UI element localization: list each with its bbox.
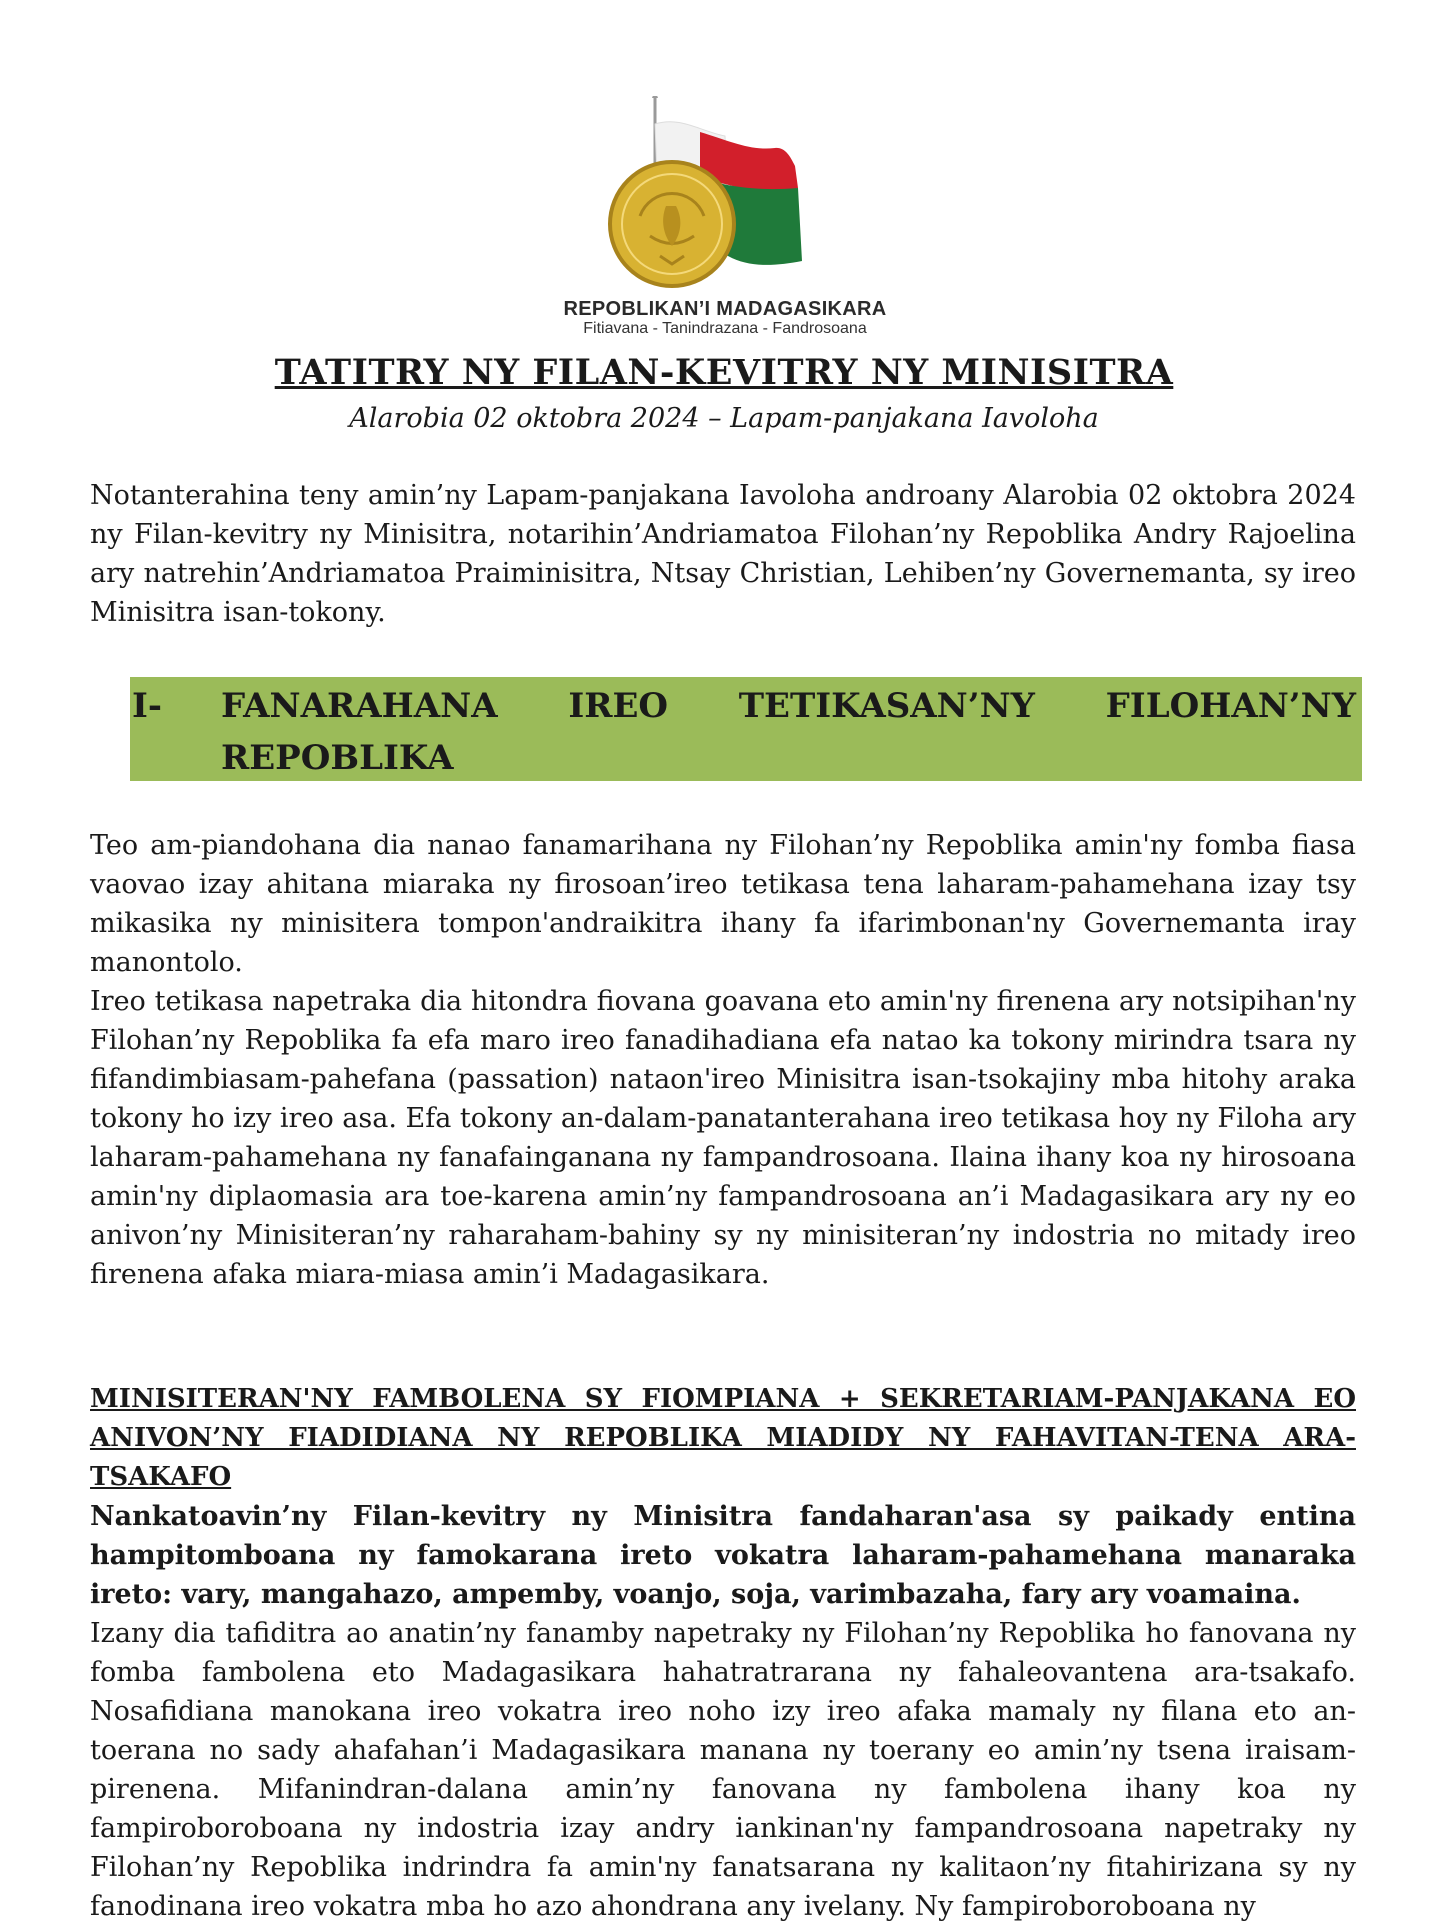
intro-paragraph: Notanterahina teny amin’ny Lapam-panjakana Iavoloha androany Alarobia 02 oktobra 2024 ny Filan-kevitry ny Minisitra, notarihin’Andriamatoa Filohan’ny Repoblika Andry Rajoelina ary natrehin’Andriamatoa Praiminisitra, Ntsay Christian, Lehiben’ny Governemanta, sy ireo Minisitra isan-tokony.: [90, 480, 1356, 628]
ministry-decision: Nankatoavin’ny Filan-kevitry ny Minisitra fandaharan'asa sy paikady entina hampitomboana ny famokarana ireto vokatra laharam-pahamehana manaraka ireto: vary, mangahazo, ampemby, voanjo, soja, varimbazaha, fary ary voamaina.: [90, 1501, 1356, 1610]
ministry-paragraph: Izany dia tafiditra ao anatin’ny fanamby napetraky ny Filohan’ny Repoblika ho fanovana ny fomba fambolena eto Madagasikara hahatratrarana ny fahaleovantena ara-tsakafo. Nosafidiana manokana ireo vokatra ireo noho izy ireo afaka mamaly ny filana eto an-toerana no sady ahafahan’i Madagasikara manana ny toerany eo amin’ny tsena iraisam-pirenena. Mifanindran-dalana amin’ny fanovana ny fambolena ihany koa ny fampiroboroboana ny indostria izay andry iankinan'ny fampandrosoana napetraky ny Filohan’ny Repoblika indrindra fa amin'ny fanatsarana ny kalitaon’ny fitahirizana sy ny fanodinana ireo vokatra mba ho azo ahondrana any ivelany. Ny fampiroboroboana ny: [90, 1618, 1356, 1922]
republic-motto: Fitiavana - Tanindrazana - Fandrosoana: [583, 320, 867, 337]
republic-name: REPOBLIKAN’I MADAGASIKARA: [563, 298, 887, 320]
madagascar-seal-with-flag-icon: [600, 96, 840, 311]
section-paragraph-2: Ireo tetikasa napetraka dia hitondra fiovana goavana eto amin'ny firenena ary notsipihan'ny Filohan’ny Repoblika fa efa maro ireo fanadihadiana efa natao ka tokony mirindra tsara ny fifandimbiasam-pahefana (passation) nataon'ireo Minisitra isan-tsokajiny mba hitohy araka tokony ho izy ireo asa. Efa tokony an-dalam-panatanterahana ireo tetikasa hoy ny Filoha ary laharam-pahamehana ny fanafainganana ny fampandrosoana. Ilaina ihany koa ny hirosoana amin'ny diplaomasia ara toe-karena amin’ny fampandrosoana an’i Madagasikara ary ny eo anivon’ny Minisiteran’ny raharaham-bahiny sy ny minisiteran’ny indostria no mitady ireo firenena afaka miara-miasa amin’i Madagasikara.: [90, 986, 1356, 1290]
ministry-heading: MINISITERAN'NY FAMBOLENA SY FIOMPIANA + SEKRETARIAM-PANJAKANA EO ANIVON’NY FIADIDIANA NY REPOBLIKA MIADIDY NY FAHAVITAN-TENA ARA-TSAKAFO: [90, 1384, 1356, 1492]
section-number: I-: [132, 686, 163, 726]
page-title: TATITRY NY FILAN-KEVITRY NY MINISITRA: [274, 352, 1174, 393]
page-subtitle: Alarobia 02 oktobra 2024 – Lapam-panjakana Iavoloha: [349, 403, 1099, 434]
section-title: FANARAHANA IREO TETIKASAN’NY FILOHAN’NY REPOBLIKA: [221, 686, 1356, 778]
section-paragraph-1: Teo am-piandohana dia nanao fanamarihana ny Filohan’ny Repoblika amin'ny fomba fiasa vaovao izay ahitana miaraka ny firosoan’ireo tetikasa tena laharam-pahamehana izay tsy mikasika ny minisitera tompon'andraikitra ihany fa ifarimbonan'ny Governemanta iray manontolo.: [90, 830, 1356, 978]
